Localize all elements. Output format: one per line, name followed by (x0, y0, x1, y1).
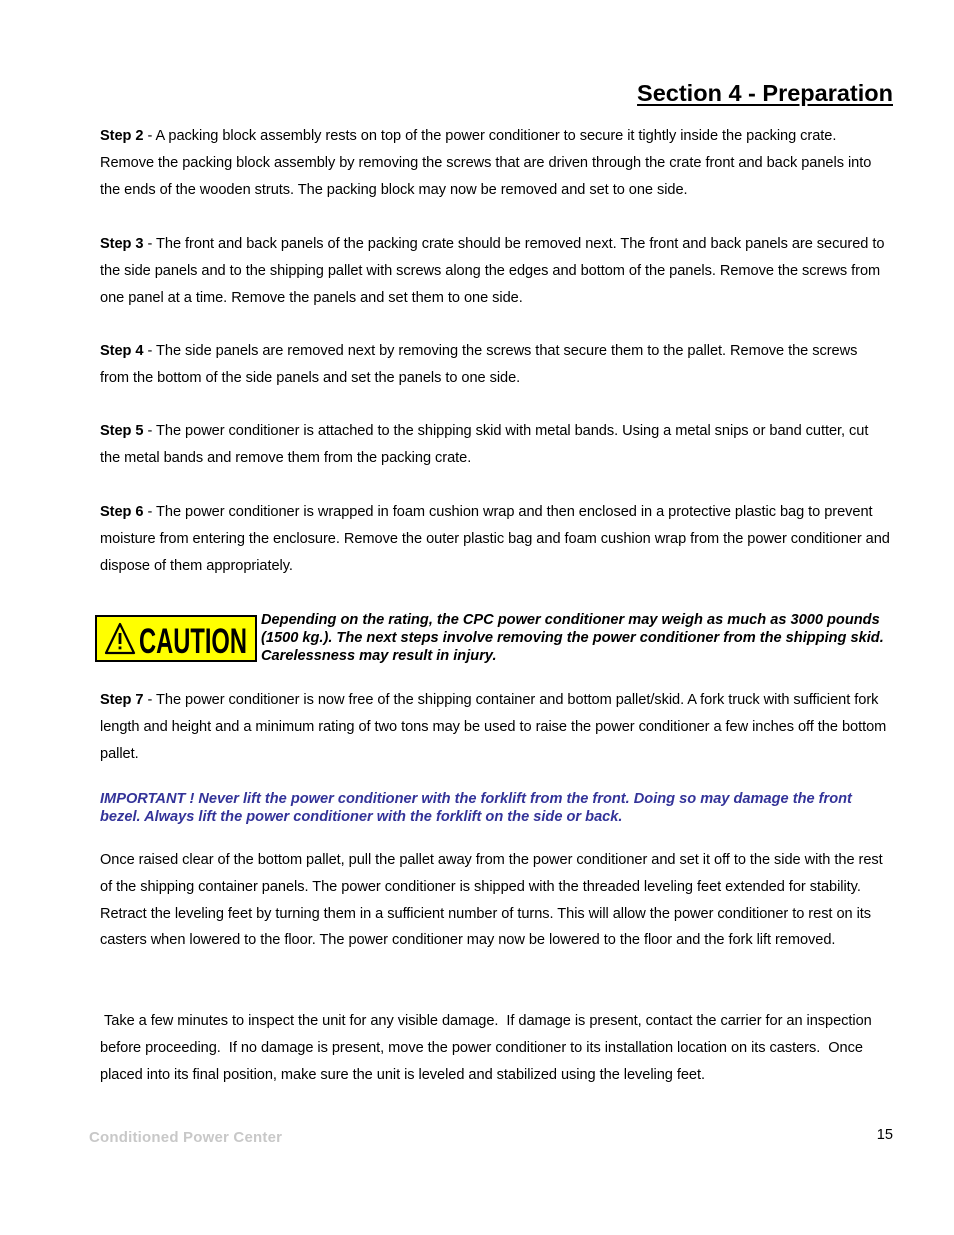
caution-text: Depending on the rating, the CPC power conditioner may weigh as much as 3000 pounds (1500 kg.). The next steps involve removing the power conditioner from the shipping skid. Carelessness may result in injury. (261, 612, 884, 664)
footer-product-name: Conditioned Power Center (89, 1129, 283, 1146)
step-text: - The power conditioner is attached to the shipping skid with metal bands. Using a metal snips or band cutter, cut the metal bands and remove them from the packing crate. (100, 423, 869, 466)
step-text: - The power conditioner is now free of the shipping container and bottom pallet/skid. A fork truck with sufficient fork length and height and a minimum rating of two tons may be used to raise the power conditioner a few inches off the bottom pallet. (100, 692, 887, 762)
inspection-paragraph: Take a few minutes to inspect the unit for any visible damage. If damage is present, contact the carrier for an inspection before proceeding. If no damage is present, move the power conditioner to its installation location on its casters. Once placed into its final position, make sure the unit is leveled and stabilized using the leveling feet. (100, 1013, 876, 1083)
caution-badge (95, 615, 257, 662)
lowering-paragraph: Once raised clear of the bottom pallet, pull the pallet away from the power conditioner and set it off to the side with the rest of the shipping container panels. The power conditioner is shipped with the threaded leveling feet extended for stability. Retract the leveling feet by turning them in a sufficient number of turns. This will allow the power conditioner to rest on its casters when lowered to the floor. The power conditioner may now be lowered to the floor and the fork lift removed. (100, 852, 883, 949)
caution-label: CAUTION (139, 621, 247, 661)
step-label: Step 5 (100, 423, 144, 439)
step-4-paragraph (100, 338, 890, 392)
page-number: 15 (876, 1127, 893, 1143)
step-label: Step 4 (100, 343, 144, 359)
caution-warning-icon (101, 619, 251, 659)
step-2-paragraph (100, 123, 890, 203)
step-3-paragraph (100, 231, 890, 311)
step-5-paragraph (100, 418, 890, 472)
section-title: Section 4 - Preparation (637, 80, 893, 106)
step-label: Step 2 (100, 128, 144, 144)
step-7-paragraph (100, 687, 890, 767)
step-label: Step 6 (100, 504, 144, 520)
step-6-paragraph (100, 499, 890, 579)
step-text: - The front and back panels of the packing crate should be removed next. The front and back panels are secured to the side panels and to the shipping pallet with screws along the edges and bottom of the panels. Remove the screws from one panel at a time. Remove the panels and set them to one side. (100, 236, 885, 306)
step-text: - A packing block assembly rests on top of the power conditioner to secure it tightly inside the packing crate. Remove the packing block assembly by removing the screws that are driven through the crate front and back panels into the ends of the wooden struts. The packing block may now be removed and set to one side. (100, 128, 872, 198)
step-label: Step 7 (100, 692, 144, 708)
important-note: IMPORTANT ! Never lift the power conditioner with the forklift from the front. Doing so may damage the front bezel. Always lift the power conditioner with the forklift on the side or back. (100, 791, 852, 825)
step-text: - The side panels are removed next by removing the screws that secure them to the pallet. Remove the screws from the bottom of the side panels and set the panels to one side. (100, 343, 858, 386)
step-text: - The power conditioner is wrapped in foam cushion wrap and then enclosed in a protective plastic bag to prevent moisture from entering the enclosure. Remove the outer plastic bag and foam cushion wrap from the power conditioner and dispose of them appropriately. (100, 504, 890, 574)
step-label: Step 3 (100, 236, 144, 252)
